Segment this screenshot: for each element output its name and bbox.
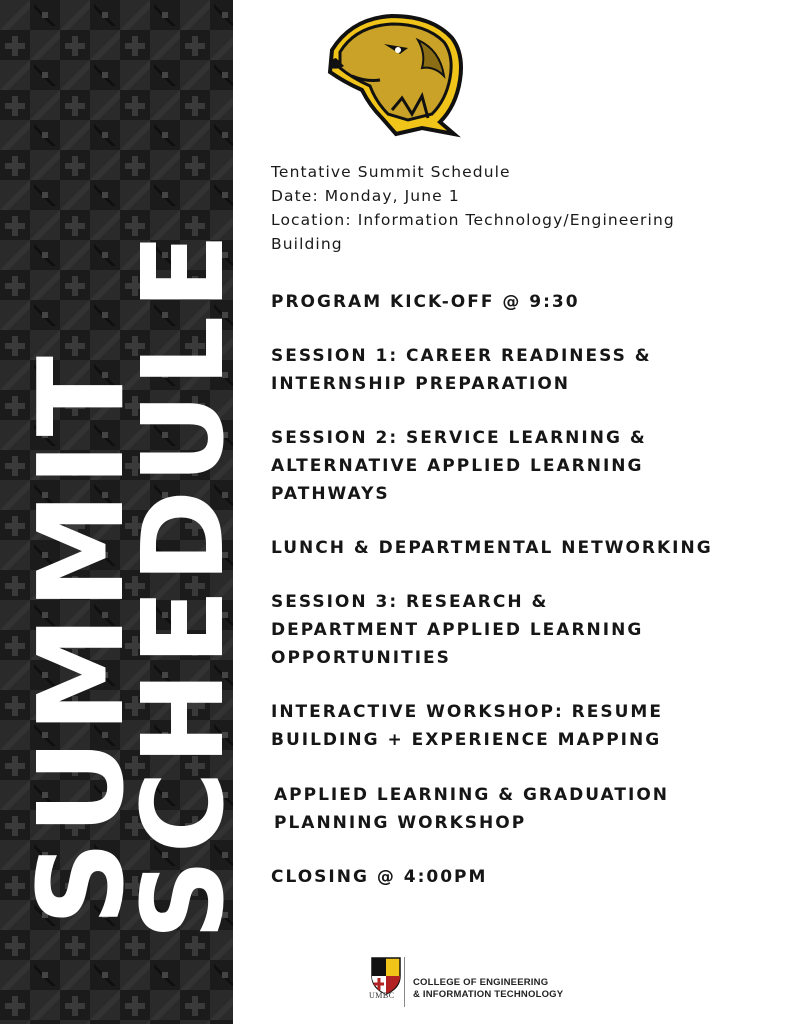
footer-divider	[404, 957, 405, 1007]
session-line: CLOSING @ 4:00PM	[271, 867, 488, 887]
college-line-1: COLLEGE OF ENGINEERING	[413, 977, 549, 988]
session-line: BUILDING + EXPERIENCE MAPPING	[271, 730, 662, 750]
session-closing	[271, 863, 771, 891]
intro-date: Date: Monday, June 1	[271, 187, 460, 205]
session-line: OPPORTUNITIES	[271, 648, 451, 668]
intro-title: Tentative Summit Schedule	[271, 163, 511, 181]
session-line: INTERACTIVE WORKSHOP: RESUME	[271, 702, 663, 722]
intro-block	[271, 160, 771, 256]
session-line: INTERNSHIP PREPARATION	[271, 374, 570, 394]
intro-location: Location: Information Technology/Engineering	[271, 211, 675, 229]
side-title-schedule: SCHEDULE	[119, 227, 249, 940]
side-title-summit: SUMMIT	[12, 349, 150, 926]
side-panel	[0, 0, 249, 1024]
session-line: SESSION 3: RESEARCH &	[271, 592, 549, 612]
intro-location-cont: Building	[271, 235, 343, 253]
session-kickoff	[271, 288, 771, 316]
college-name	[413, 977, 563, 1001]
session-line: LUNCH & DEPARTMENTAL NETWORKING	[271, 538, 713, 558]
session-line: PATHWAYS	[271, 484, 390, 504]
session-graduation-planning	[274, 781, 774, 837]
session-line: SESSION 1: CAREER READINESS &	[271, 346, 652, 366]
umbc-wordmark: UMBC	[369, 991, 395, 1000]
session-line: DEPARTMENT APPLIED LEARNING	[271, 620, 644, 640]
session-line: PROGRAM KICK-OFF @ 9:30	[271, 292, 580, 312]
session-2	[271, 424, 771, 508]
session-lunch	[271, 534, 771, 562]
college-line-2: & INFORMATION TECHNOLOGY	[413, 989, 564, 1000]
session-line: SESSION 2: SERVICE LEARNING &	[271, 428, 647, 448]
retriever-mascot-icon	[322, 10, 468, 138]
session-3	[271, 588, 771, 672]
session-line: PLANNING WORKSHOP	[274, 813, 527, 833]
session-1	[271, 342, 771, 398]
session-workshop-resume	[271, 698, 771, 754]
session-line: APPLIED LEARNING & GRADUATION	[274, 785, 669, 805]
session-line: ALTERNATIVE APPLIED LEARNING	[271, 456, 644, 476]
